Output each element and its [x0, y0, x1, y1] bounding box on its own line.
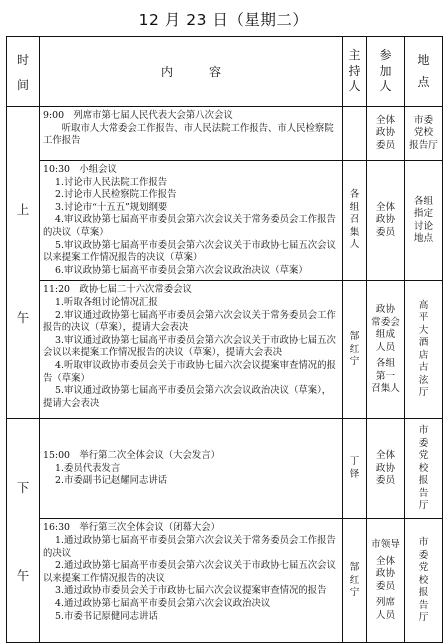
period-char: 午	[16, 309, 30, 325]
location-char: 泫	[418, 374, 429, 386]
participants-line: 委员	[375, 580, 396, 592]
session-item: 2.审议通过政协第七届高平市委员会第六次会议关于常务委员会工作报告的决议（草案），提请大会表决	[43, 309, 336, 334]
session-item: 6.审议政协第七届高平市委员会第六次会议政治决议（草案）	[55, 264, 308, 276]
header-host-char: 持	[348, 63, 361, 78]
session-host	[343, 107, 367, 161]
period-spacer	[7, 496, 39, 566]
session-host	[343, 419, 367, 519]
location-char: 告	[418, 599, 429, 611]
participants-line: 委员	[375, 475, 396, 487]
session-host	[343, 281, 367, 419]
location-char: 校	[418, 462, 429, 474]
participants-line: 常委会	[371, 316, 400, 328]
session-item: 1.讨论市人民法院工作报告	[55, 176, 168, 188]
session-row	[7, 107, 443, 161]
session-item: 4.通过政协第七届高平市委员会第六次会议政治决议	[55, 597, 271, 609]
participants-line: 全体	[375, 114, 396, 126]
session-item: 1.通过政协第七届高平市委员会第六次会议关于常务委员会工作报告的决议	[43, 534, 336, 559]
session-location	[405, 519, 443, 643]
session-heading: 15:00 举行第二次全体会议（大会发言）	[43, 449, 221, 461]
header-time	[7, 37, 40, 107]
session-content	[40, 419, 343, 519]
participants-line: 政协	[375, 304, 396, 316]
session-item: 4.审议政协第七届高平市委员会第六次会议关于常务委员会工作报告的决议（草案）	[43, 214, 336, 238]
participants-line: 召集人	[371, 383, 400, 395]
participants-line: 市领导	[371, 539, 400, 551]
session-item: 3.讨论市“十五五”规划纲要	[55, 201, 168, 213]
participants-line: 全体	[375, 555, 396, 567]
session-item: 3.通过政协市委员会关于市政协七届六次会议提案审查情况的报告	[55, 585, 327, 597]
session-row	[7, 519, 443, 643]
host-char: 宁	[349, 587, 360, 599]
participants-line: 委员	[375, 226, 396, 238]
location-line: 报告厅	[409, 139, 438, 151]
table-header-row	[7, 37, 443, 107]
host-char: 丁	[349, 456, 360, 468]
session-row	[7, 281, 443, 419]
location-char: 告	[418, 487, 429, 499]
participants-line: 政协	[375, 214, 396, 226]
location-char: 委	[418, 437, 429, 449]
participants-line: 委员	[375, 139, 396, 151]
header-content	[40, 37, 343, 107]
location-char: 市	[418, 537, 429, 549]
session-item: 2.市委副书记赵耀同志讲话	[55, 475, 168, 487]
location-char: 报	[418, 587, 429, 599]
participants-line: 各组	[375, 358, 396, 370]
session-location	[405, 107, 443, 161]
host-char: 组	[349, 201, 360, 213]
header-host-char: 人	[348, 79, 361, 94]
participants-line: 政协	[375, 462, 396, 474]
page-title: 12 月 23 日（星期二）	[138, 11, 309, 29]
location-char: 党	[418, 450, 429, 462]
session-participants	[367, 281, 405, 419]
session-host	[343, 161, 367, 281]
schedule-table	[6, 36, 443, 643]
session-item: 2.通过政协第七届高平市委员会第六次会议关于市政协七届五次会议以来提案工作情况报告的决议	[43, 560, 336, 584]
location-char: 报	[418, 475, 429, 487]
session-item: 3.审议通过政协第七届高平市委员会第六次会议关于市政协七届五次会议以来提案工作情况报告的决议（草案），提请大会表决	[43, 334, 336, 359]
session-participants	[367, 419, 405, 519]
location-line: 指定	[413, 208, 434, 220]
location-line: 各组	[413, 195, 434, 207]
session-location	[405, 161, 443, 281]
session-item: 1.委员代表发言	[55, 462, 121, 474]
location-line: 地点	[413, 233, 434, 245]
location-char: 校	[418, 574, 429, 586]
location-char: 党	[418, 562, 429, 574]
location-line: 市委	[413, 114, 434, 126]
location-line: 党校	[413, 127, 434, 139]
location-line: 讨论	[413, 220, 434, 232]
location-char: 酒	[418, 337, 429, 349]
header-content-char: 内	[160, 65, 173, 79]
period-char: 午	[16, 567, 30, 583]
location-char: 高	[418, 299, 429, 311]
header-participants-char: 参	[379, 48, 392, 63]
session-row	[7, 161, 443, 281]
host-char: 铎	[349, 468, 360, 480]
host-char: 郜	[349, 331, 360, 343]
session-item: 5.审议政协第七届高平市委员会第六次会议关于市政协七届五次会议以来提案工作情况报告的决议（草案）	[43, 239, 336, 264]
session-heading: 10:30 小组会议	[43, 164, 117, 175]
session-participants	[367, 161, 405, 281]
session-row	[7, 419, 443, 519]
session-content	[40, 161, 343, 281]
session-item: 4.听取审议政协市委员会关于市政协七届六次会议提案审查情况的报告（草案）	[43, 359, 336, 384]
location-char: 店	[418, 349, 429, 361]
location-char: 古	[418, 362, 429, 374]
header-host-char: 主	[348, 48, 361, 63]
participants-line: 政协	[375, 127, 396, 139]
participants-line: 政协	[375, 568, 396, 580]
header-content-char: 容	[209, 65, 222, 79]
host-char: 郜	[349, 562, 360, 574]
participants-line: 人员	[375, 341, 396, 353]
session-content	[40, 107, 343, 161]
session-location	[405, 419, 443, 519]
header-location	[405, 37, 443, 107]
header-participants	[367, 37, 405, 107]
location-char: 厅	[418, 387, 429, 399]
location-char: 委	[418, 549, 429, 561]
session-location	[405, 281, 443, 419]
session-heading: 9:00 列席市第七届人民代表大会第八次会议	[43, 110, 233, 121]
session-content	[40, 519, 343, 643]
participants-line: 第一	[375, 370, 396, 382]
session-participants	[367, 519, 405, 643]
session-item: 1.听取各组讨论情况汇报	[55, 296, 158, 308]
host-char: 红	[349, 574, 360, 586]
host-char: 召	[349, 214, 360, 226]
header-participants-char: 人	[379, 79, 392, 94]
host-char: 宁	[349, 356, 360, 368]
session-host	[343, 519, 367, 643]
period-char: 下	[16, 479, 30, 495]
session-item: 5.审议通过政协第七届高平市委员会第六次会议政治决议（草案），提请大会表决	[43, 385, 332, 409]
host-char: 集	[349, 226, 360, 238]
location-char: 厅	[418, 500, 429, 512]
host-char: 红	[349, 343, 360, 355]
participants-line: 组成	[375, 329, 396, 341]
period-morning	[7, 107, 40, 419]
period-char: 上	[16, 201, 30, 217]
session-item: 听取市人大常委会工作报告、市人民法院工作报告、市人民检察院工作报告	[43, 122, 334, 147]
participants-line: 全体	[375, 450, 396, 462]
session-participants	[367, 107, 405, 161]
header-host	[343, 37, 367, 107]
participants-line: 人员	[375, 609, 396, 621]
header-location-char: 点	[417, 74, 430, 89]
location-char: 平	[418, 312, 429, 324]
header-time-char: 时	[16, 52, 29, 67]
period-afternoon	[7, 419, 40, 643]
session-content	[40, 281, 343, 419]
header-participants-char: 加	[379, 63, 392, 78]
participants-line: 全体	[375, 201, 396, 213]
location-char: 市	[418, 425, 429, 437]
location-char: 厅	[418, 612, 429, 624]
session-heading: 16:30 举行第三次全体会议（闭幕大会）	[43, 522, 221, 534]
session-item: 2.讨论市人民检察院工作报告	[55, 189, 177, 201]
host-char: 人	[349, 239, 360, 251]
header-location-char: 地	[417, 52, 430, 67]
host-char: 各	[349, 189, 360, 201]
session-item: 5.市委书记原健同志讲话	[55, 610, 158, 622]
period-spacer	[7, 218, 39, 308]
location-char: 大	[418, 324, 429, 336]
header-time-char: 间	[16, 77, 29, 92]
participants-line: 列席	[375, 597, 396, 609]
session-heading: 11:20 政协七届二十六次常委会议	[43, 284, 192, 296]
